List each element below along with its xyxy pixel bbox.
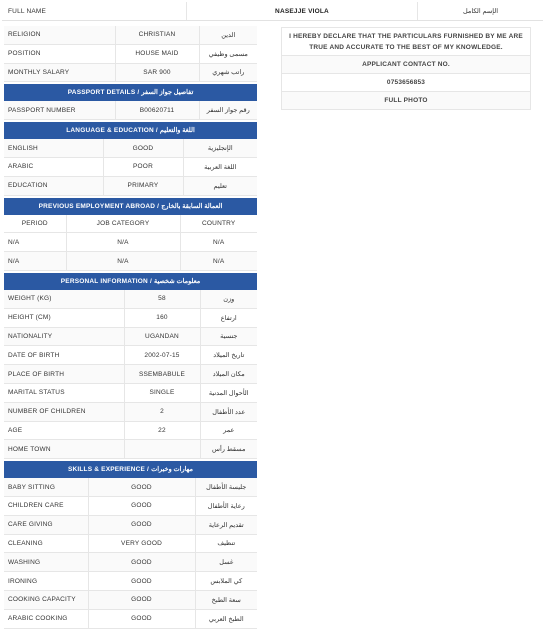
field-label: MARITAL STATUS [4, 383, 124, 402]
field-arabic-label: تاريخ الميلاد [200, 346, 257, 365]
employment-table [4, 215, 257, 271]
field-arabic-label: عمر [200, 421, 257, 440]
table-row [4, 553, 257, 572]
basic-info-table [4, 26, 257, 82]
field-value: UGANDAN [124, 327, 200, 346]
field-arabic-label: تقديم الرعاية [195, 515, 257, 534]
field-value: HOUSE MAID [115, 44, 199, 63]
field-label: RELIGION [4, 26, 115, 44]
table-cell: N/A [66, 252, 180, 271]
field-arabic-label: الدين [199, 26, 257, 44]
table-row [4, 327, 257, 346]
language-section-header: LANGUAGE & EDUCATION / اللغة والتعليم [4, 122, 257, 139]
field-label: HEIGHT (CM) [4, 308, 124, 327]
field-value: POOR [103, 157, 183, 176]
table-row [4, 383, 257, 402]
table-row [4, 44, 257, 63]
field-label: CARE GIVING [4, 515, 88, 534]
table-cell: N/A [180, 252, 257, 271]
field-arabic-label: وزن [200, 290, 257, 308]
field-value: 58 [124, 290, 200, 308]
field-value: GOOD [88, 478, 195, 496]
field-arabic-label: راتب شهري [199, 63, 257, 82]
full-name-arabic: الإسم الكامل [462, 8, 499, 15]
field-arabic-label: الطبخ العربي [195, 609, 257, 628]
table-row [4, 26, 257, 44]
passport-table [4, 101, 257, 120]
table-row [4, 139, 257, 157]
table-row [4, 478, 257, 496]
personal-section-header: PERSONAL INFORMATION / معلومات شخصية [4, 273, 257, 290]
field-label: ARABIC COOKING [4, 609, 88, 628]
field-value: GOOD [88, 496, 195, 515]
field-value: 2 [124, 402, 200, 421]
field-arabic-label: غسل [195, 553, 257, 572]
field-value: SINGLE [124, 383, 200, 402]
declaration-text: I HEREBY DECLARE THAT THE PARTICULARS FURNISHED BY ME ARE TRUE AND ACCURATE TO THE BEST OF MY KNOWLEDGE. [282, 28, 530, 56]
skills-table [4, 478, 257, 628]
table-row [4, 365, 257, 384]
table-row [4, 63, 257, 82]
field-label: IRONING [4, 572, 88, 591]
table-cell: N/A [66, 233, 180, 252]
cv-right-column [281, 27, 531, 110]
field-label: NATIONALITY [4, 327, 124, 346]
field-value: GOOD [88, 609, 195, 628]
table-row [4, 590, 257, 609]
field-arabic-label: الأحوال المدنية [200, 383, 257, 402]
field-label: ARABIC [4, 157, 103, 176]
field-value: GOOD [88, 553, 195, 572]
field-arabic-label: رعاية الأطفال [195, 496, 257, 515]
field-value: VERY GOOD [88, 534, 195, 553]
field-arabic-label: تعليم [183, 176, 257, 195]
personal-info-table [4, 290, 257, 459]
field-arabic-label: الإنجليزية [183, 139, 257, 157]
field-label: PASSPORT NUMBER [4, 101, 115, 119]
column-header: PERIOD [4, 215, 66, 233]
field-arabic-label: مكان الميلاد [200, 365, 257, 384]
table-row [4, 609, 257, 628]
field-value: PRIMARY [103, 176, 183, 195]
table-row [4, 101, 257, 119]
contact-number: 0753656853 [282, 74, 530, 92]
field-value: GOOD [88, 590, 195, 609]
field-label: WASHING [4, 553, 88, 572]
field-value: GOOD [103, 139, 183, 157]
table-row [4, 572, 257, 591]
table-cell: N/A [180, 233, 257, 252]
field-arabic-label: سعة الطبخ [195, 590, 257, 609]
field-arabic-label: ارتفاع [200, 308, 257, 327]
field-value: 22 [124, 421, 200, 440]
field-label: AGE [4, 421, 124, 440]
column-header: JOB CATEGORY [66, 215, 180, 233]
field-label: DATE OF BIRTH [4, 346, 124, 365]
field-arabic-label: جليسة الأطفال [195, 478, 257, 496]
field-label: POSITION [4, 44, 115, 63]
contact-label: APPLICANT CONTACT NO. [282, 56, 530, 74]
field-label: COOKING CAPACITY [4, 590, 88, 609]
field-label: MONTHLY SALARY [4, 63, 115, 82]
cv-left-column [4, 26, 257, 629]
table-row [4, 176, 257, 195]
full-photo-label: FULL PHOTO [282, 92, 530, 109]
field-value: GOOD [88, 515, 195, 534]
field-label: CHILDREN CARE [4, 496, 88, 515]
table-row [4, 157, 257, 176]
table-row [4, 534, 257, 553]
field-arabic-label: مسمى وظيفي [199, 44, 257, 63]
table-row [4, 402, 257, 421]
table-cell: N/A [4, 233, 66, 252]
employment-column-headers [4, 215, 257, 233]
table-row [4, 440, 257, 459]
field-value: GOOD [88, 572, 195, 591]
table-row [4, 346, 257, 365]
field-label: ENGLISH [4, 139, 103, 157]
table-row [4, 496, 257, 515]
field-label: PLACE OF BIRTH [4, 365, 124, 384]
field-value: SSEMBABULE [124, 365, 200, 384]
table-row [4, 290, 257, 308]
table-row [4, 421, 257, 440]
field-arabic-label: مسقط رأس [200, 440, 257, 459]
field-label: NUMBER OF CHILDREN [4, 402, 124, 421]
field-value [124, 440, 200, 459]
field-arabic-label: اللغة العربية [183, 157, 257, 176]
field-arabic-label: كي الملابس [195, 572, 257, 591]
table-row [4, 252, 257, 271]
field-value: CHRISTIAN [115, 26, 199, 44]
field-value: 2002-07-15 [124, 346, 200, 365]
table-row [4, 233, 257, 252]
field-arabic-label: جنسية [200, 327, 257, 346]
passport-section-header: PASSPORT DETAILS / تفاصيل جواز السفر [4, 84, 257, 101]
field-value: SAR 900 [115, 63, 199, 82]
column-header: COUNTRY [180, 215, 257, 233]
field-label: CLEANING [4, 534, 88, 553]
full-name-label: FULL NAME [2, 2, 187, 20]
field-arabic-label: عدد الأطفال [200, 402, 257, 421]
field-label: EDUCATION [4, 176, 103, 195]
field-arabic-label: تنظيف [195, 534, 257, 553]
table-row [4, 515, 257, 534]
language-table [4, 139, 257, 195]
field-label: HOME TOWN [4, 440, 124, 459]
field-value: 160 [124, 308, 200, 327]
skills-section-header: SKILLS & EXPERIENCE / مهارات وخبرات [4, 461, 257, 478]
declaration-box [281, 27, 531, 110]
full-name-bar [2, 2, 543, 21]
field-label: WEIGHT (KG) [4, 290, 124, 308]
field-label: BABY SITTING [4, 478, 88, 496]
field-value: B00620711 [115, 101, 199, 119]
employment-section-header: PREVIOUS EMPLOYMENT ABROAD / العمالة السابقة بالخارج [4, 198, 257, 215]
field-arabic-label: رقم جواز السفر [199, 101, 257, 119]
table-row [4, 308, 257, 327]
table-cell: N/A [4, 252, 66, 271]
full-name-value: NASEJJE VIOLA [187, 2, 418, 20]
